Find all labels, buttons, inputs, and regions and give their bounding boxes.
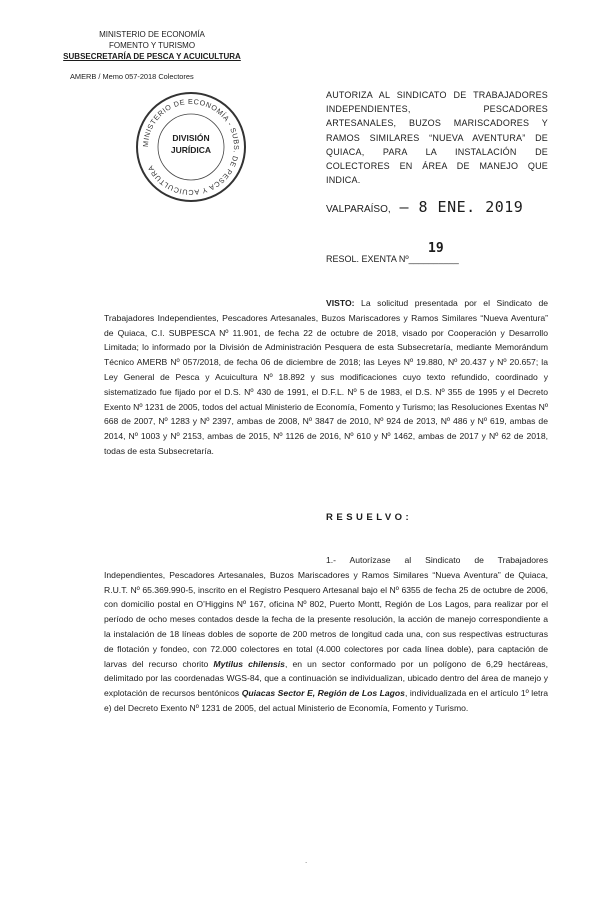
resolution-blank: __________ — [408, 254, 459, 264]
ministry-name: MINISTERIO DE ECONOMÍA — [99, 30, 205, 39]
article-1-text-a: Autorízase al Sindicato de Trabajadores Independientes, Pescadores Artesanales, Buzos Mariscadores y Ramos Similares “Nueva Aventura” de Quiaca, R.U.T. Nº 65.369.990-5, inscrito en el Registro Pesquero Artesanal bajo el Nº 6355 de fecha 25 de octubre de 2006, con domicilio postal en O’Higgins Nº 167, oficina Nº 802, Puerto Montt, Región de Los Lagos, para realizar por el período de ocho meses contados desde la fecha de la presente resolución, la acción de manejo correspondiente a la instalación de 18 líneas dobles de soporte de 200 metros de longitud cada una, con sus respectivas estructuras de flotación y fondeo, con 72.000 colectores en total (4.000 colectores por cada línea doble), para captación de larvas del recurso chorito — [104, 555, 548, 669]
subsecretaria-name: SUBSECRETARÍA DE PESCA Y ACUICULTURA — [63, 52, 241, 61]
species-name: Mytilus chilensis — [213, 658, 285, 669]
resolution-number-line — [326, 241, 459, 264]
article-1-number: 1.- — [326, 555, 337, 565]
article-1-text-c: , individualizada en el artículo 1º letra e) del Decreto Exento Nº 1231 de 2005, del actual Ministerio de Economía, Fomento y Turismo. — [104, 688, 549, 713]
resolution-label: RESOL. EXENTA Nº — [326, 254, 409, 264]
stamp-division-word: DIVISIÓN — [172, 133, 210, 143]
area-name: Quiacas Sector E, Región de Los Lagos — [241, 688, 405, 699]
resolution-number: 19 — [428, 241, 444, 256]
article-1-paragraph — [104, 553, 548, 716]
article-1-text-b: , en un sector conformado por un polígono de 6,29 hectáreas, delimitado por las coordenadas WGS-84, que a continuación se individualizan, ubicado dentro del área de manejo y explotación de recursos bentónicos — [104, 658, 548, 699]
ministry-sub: FOMENTO Y TURISMO — [108, 41, 196, 50]
division-juridica-stamp — [136, 92, 246, 202]
place-label: VALPARAÍSO, — [326, 204, 391, 215]
place-and-date — [326, 198, 523, 216]
visto-label: VISTO: — [326, 298, 355, 308]
stamp-center — [138, 132, 244, 156]
stamp-ring-label: MINISTERIO DE ECONOMÍA - SUBS. DE PESCA Y ACUICULTURA — [140, 96, 242, 198]
letterhead — [52, 29, 252, 81]
stamp-juridica-word: JURÍDICA — [170, 145, 212, 155]
visto-text: La solicitud presentada por el Sindicato de Trabajadores Independientes, Pescadores Artesanales, Buzos Mariscadores y Ramos Similares “Nueva Aventura” de Quiaca, C.I. SUBPESCA Nº 11.901, de fecha 22 de octubre de 2018, visado por Cooperación y Desarrollo Limitada; lo informado por la División de Administración Pesquera de esta Subsecretaría, mediante Memorándum Técnico AMERB Nº 057/2018, de fecha 06 de diciembre de 2018; las Leyes Nº 19.880, Nº 20.437 y Nº 20.657; la Ley General de Pesca y Acuicultura Nº 18.892 y sus modificaciones cuyo texto refundido, coordinado y sistematizado fue fijado por el D.S. Nº 430 de 1991, el D.F.L. Nº 5 de 1983, el D.S. Nº 355 de 1995 y el Decreto Exento Nº 1231 de 2005, todos del actual Ministerio de Economía, Fomento y Turismo; las Resoluciones Exentas Nº 668 de 2007, Nº 1283 y Nº 2397, ambas de 2008, Nº 3847 de 2010, Nº 924 de 2013, Nº 486 y Nº 619, ambas de 2014, Nº 1003 y Nº 2153, ambas de 2015, Nº 1126 de 2016, Nº 610 y Nº 1462, ambas de 2017 y Nº 62 de 2018, todas de esta Subsecretaría. — [104, 298, 548, 456]
visto-paragraph — [104, 296, 548, 459]
resolution-title: AUTORIZA AL SINDICATO DE TRABAJADORES INDEPENDIENTES, PESCADORES ARTESANALES, BUZOS MARISCADORES Y RAMOS SIMILARES “NUEVA AVENTURA” DE QUIACA, PARA LA INSTALACIÓN DE COLECTORES EN ÁREA DE MANEJO QUE INDICA. — [326, 90, 548, 186]
memo-reference: AMERB / Memo 057-2018 Colectores — [70, 72, 194, 81]
resuelvo-heading: RESUELVO: — [326, 512, 413, 523]
date-stamp: – 8 ENE. 2019 — [399, 198, 524, 216]
page-footer-mark: . — [305, 856, 308, 865]
